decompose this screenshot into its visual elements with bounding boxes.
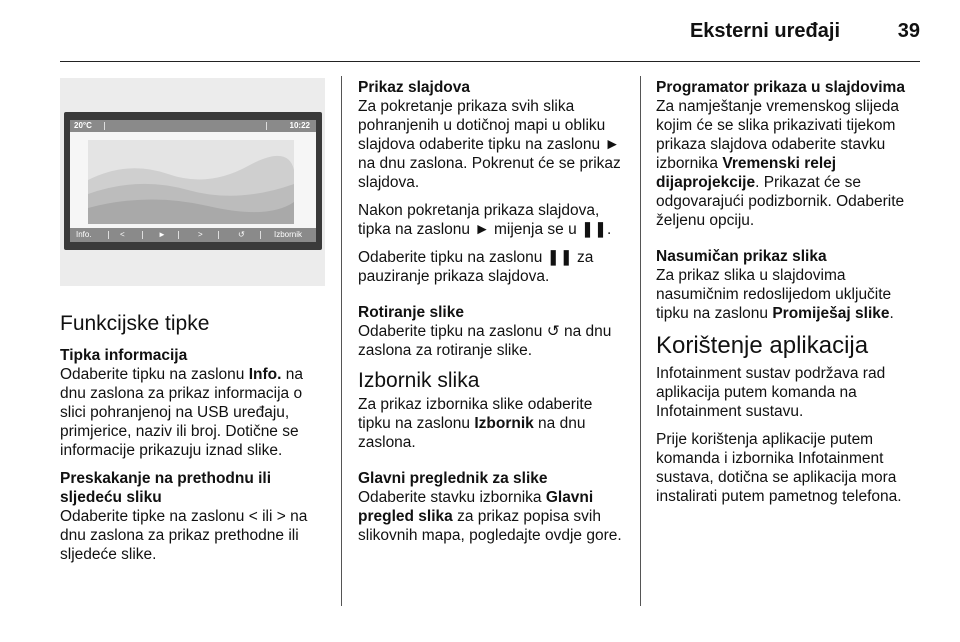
paragraph-apps-1: Infotainment sustav podržava rad aplikacija putem komanda na Infotainment sustavu.	[656, 365, 886, 420]
prev-icon: <	[248, 508, 258, 525]
subheading-main-browser: Glavni preglednik za slike	[358, 470, 548, 487]
bar-separator	[108, 231, 109, 239]
subheading-shuffle: Nasumičan prikaz slika	[656, 248, 827, 265]
screen-button-bar	[70, 228, 316, 242]
subheading-rotate: Rotiranje slike	[358, 304, 464, 321]
info-button[interactable]: Info.	[76, 230, 92, 239]
paragraph-info-key: Odaberite tipku na zaslonu Info. na dnu zaslona za prikaz informacija o slici pohranjenoj na USB uređaju, primjerice, naziv ili broj. Dotične se informacije prikazuju iznad slike.	[60, 366, 303, 459]
next-icon[interactable]: >	[198, 230, 203, 239]
paragraph-apps-2: Prije korištenja aplikacije putem komanda i izbornika Infotainment sustava, dotična se aplikacija mora instalirati putem pametnog telefona.	[656, 431, 902, 505]
subheading-slideshow: Prikaz slajdova	[358, 79, 471, 96]
paragraph-rotate: Odaberite tipku na zaslonu ↺ na dnu zaslona za rotiranje slike.	[358, 323, 612, 359]
status-separator	[266, 122, 267, 130]
page-header	[60, 0, 920, 62]
menu-button[interactable]: Izbornik	[274, 230, 303, 239]
landscape-picture	[88, 140, 294, 224]
clock-readout: 10:22	[289, 121, 310, 130]
bar-separator	[218, 231, 219, 239]
subheading-slide-timer: Programator prikaza u slajdovima	[656, 79, 905, 96]
section-heading-apps: Korištenje aplikacija	[656, 332, 869, 359]
section-heading-function-keys: Funkcijske tipke	[60, 312, 210, 335]
subheading-skip: Preskakanje na prethodnu ili sljedeću sliku	[60, 470, 272, 506]
infotainment-screen	[64, 112, 322, 326]
next-icon: >	[276, 508, 286, 525]
column-2	[358, 78, 628, 554]
pause-icon: ❚❚	[581, 221, 607, 238]
play-icon[interactable]: ►	[158, 230, 166, 239]
screen-frame	[64, 112, 322, 250]
column-divider-1	[341, 76, 342, 606]
paragraph-slideshow-2: Nakon pokretanja prikaza slajdova, tipka na zaslonu ► mijenja se u ❚❚.	[358, 202, 612, 238]
column-3	[656, 78, 926, 515]
temperature-readout: 20°C	[74, 121, 92, 130]
pause-icon: ❚❚	[546, 249, 573, 266]
subheading-info-key: Tipka informacija	[60, 347, 188, 364]
play-icon: ►	[604, 136, 620, 153]
section-heading-picture-menu: Izbornik slika	[358, 369, 480, 392]
prev-icon[interactable]: <	[120, 230, 125, 239]
paragraph-slideshow-1: Za pokretanje prikaza svih slika pohranjenih u dotičnoj mapi u obliku slajdova odaberite tipku na zaslonu ► na dnu zaslona. Pokrenut će se prikaz slajdova.	[358, 98, 621, 191]
paragraph-slide-timer: Za namještanje vremenskog slijeda kojim će se slika prikazivati tijekom prikaza slajdova odaberite stavku izbornika Vremenski relej dijaprojekcije. Prikazat će se odgovarajući podizbornik. Odaberite željenu opciju.	[656, 98, 905, 229]
rotate-icon: ↺	[546, 323, 560, 340]
column-1	[60, 306, 328, 573]
column-divider-2	[640, 76, 641, 606]
play-icon: ►	[474, 221, 490, 238]
paragraph-main-browser: Odaberite stavku izbornika Glavni pregled slika za prikaz popisa svih slikovnih mapa, pogledajte ovdje gore.	[358, 489, 622, 544]
paragraph-slideshow-3: Odaberite tipku na zaslonu ❚❚ za pauziranje prikaza slajdova.	[358, 249, 594, 285]
bar-separator	[142, 231, 143, 239]
rotate-icon[interactable]: ↺	[238, 230, 245, 239]
bar-separator	[178, 231, 179, 239]
paragraph-picture-menu: Za prikaz izbornika slike odaberite tipku na zaslonu Izbornik na dnu zaslona.	[358, 396, 593, 451]
bar-separator	[260, 231, 261, 239]
page-number: 39	[897, 20, 920, 42]
chapter-title: Eksterni uređaji	[689, 20, 840, 42]
paragraph-skip: Odaberite tipke na zaslonu < ili > na dnu zaslona za prikaz prethodne ili sljedeće slike.	[60, 508, 308, 563]
screen-display	[70, 120, 316, 242]
paragraph-shuffle: Za prikaz slika u slajdovima nasumičnim redoslijedom uključite tipku na zaslonu Promiješaj slike.	[656, 267, 894, 322]
screen-figure	[60, 78, 325, 286]
screen-status-bar	[70, 120, 316, 132]
status-separator	[104, 122, 105, 130]
